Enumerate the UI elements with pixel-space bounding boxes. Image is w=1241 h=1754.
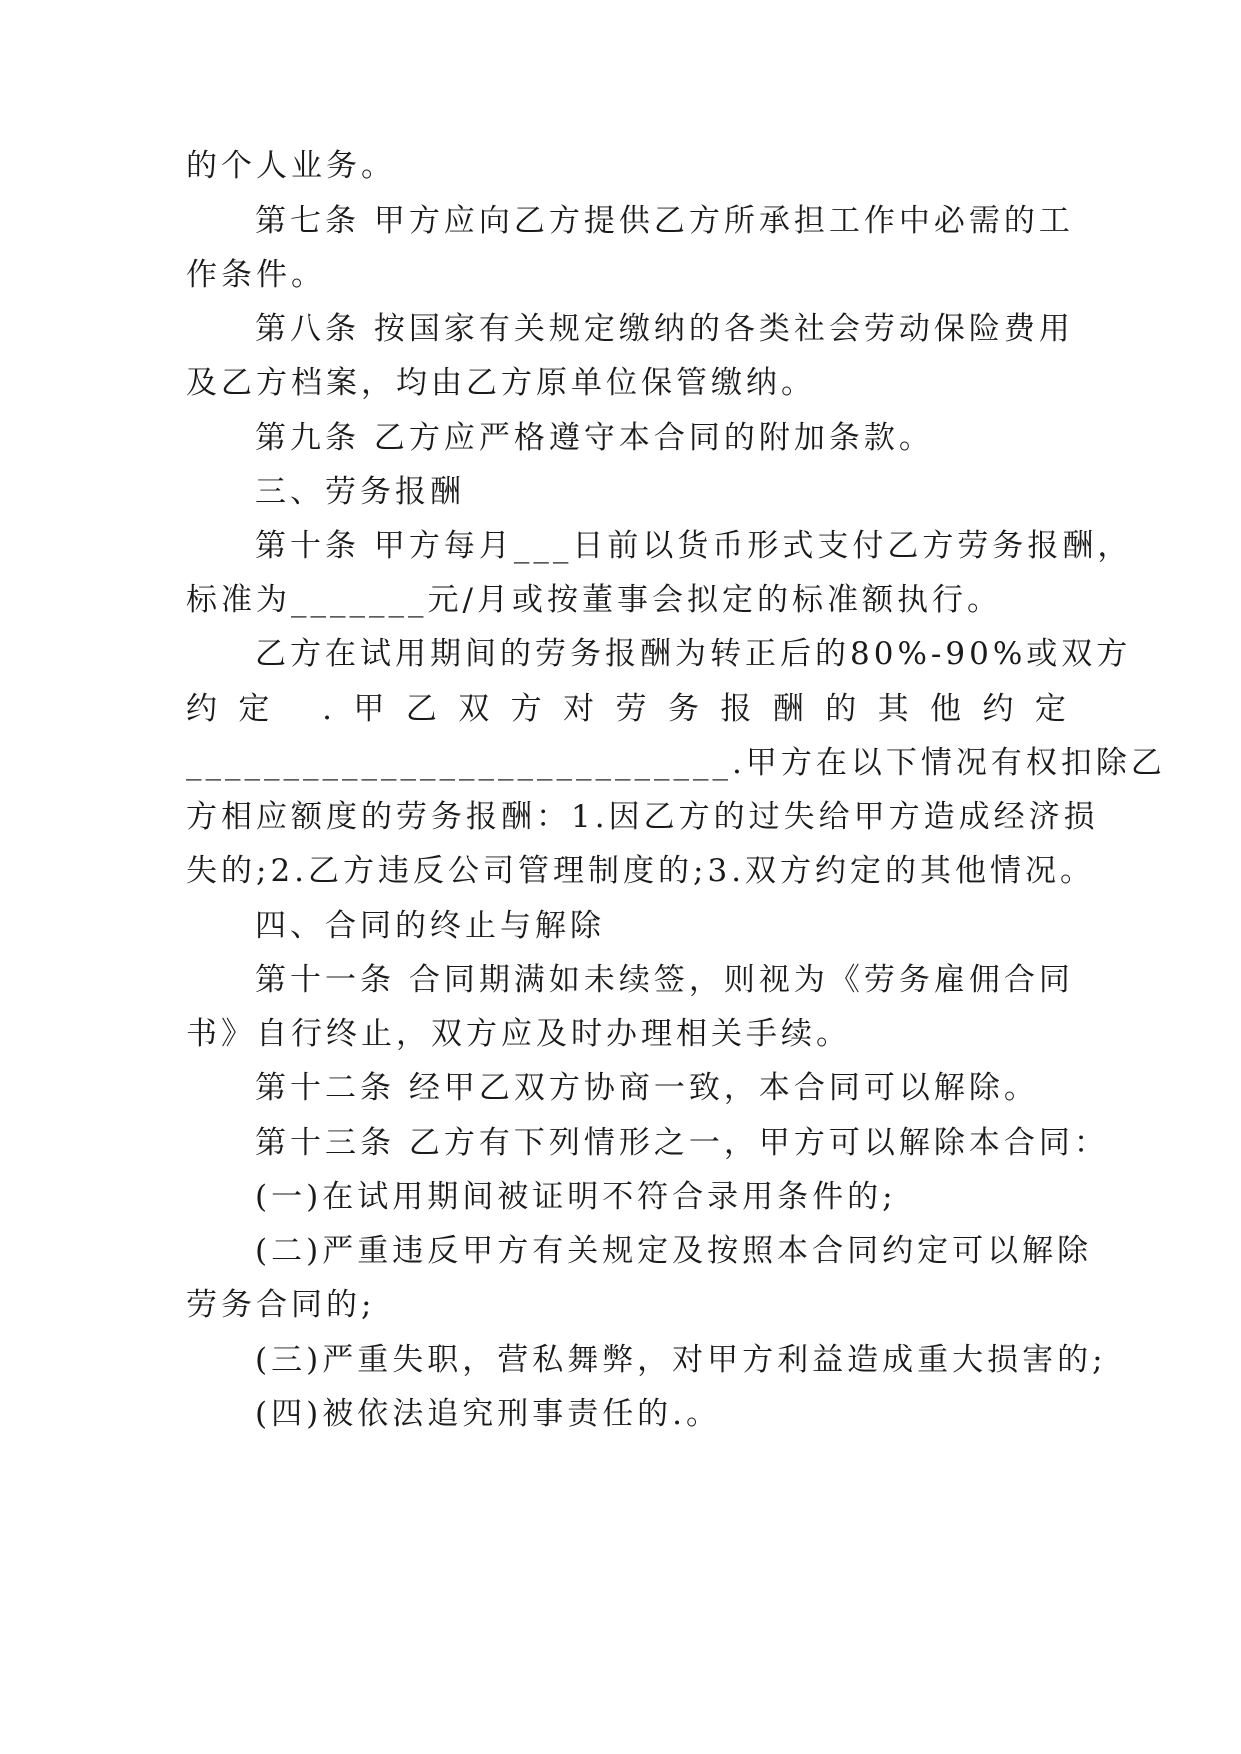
text-char: 对 — [563, 691, 595, 727]
text-char: 的 — [825, 691, 857, 727]
text-char: . — [322, 691, 332, 727]
text-char: 约 — [186, 691, 217, 727]
text-char: 甲 — [353, 691, 385, 727]
text-char: 报 — [720, 691, 752, 727]
text-char: 方 — [510, 691, 542, 727]
text-char: 劳 — [615, 691, 647, 727]
list-item: (二)严重违反甲方有关规定及按照本合同约定可以解除 — [255, 1233, 1093, 1269]
article-11-line: 第十一条 合同期满如未续签，则视为《劳务雇佣合同 — [255, 962, 1074, 998]
text-line: 标准为_______元/月或按董事会拟定的标准额执行。 — [186, 582, 1002, 618]
text-line: 失的;2.乙方违反公司管理制度的;3.双方约定的其他情况。 — [186, 853, 1096, 889]
list-item: (一)在试用期间被证明不符合录用条件的; — [255, 1179, 897, 1215]
article-8-line: 第八条 按国家有关规定缴纳的各类社会劳动保险费用 — [255, 311, 1074, 347]
article-9-line: 第九条 乙方应严格遵守本合同的附加条款。 — [255, 420, 934, 456]
list-item: (四)被依法追究刑事责任的.。 — [255, 1396, 722, 1432]
section-heading: 三、劳务报酬 — [255, 474, 465, 510]
text-char: 酬 — [772, 691, 804, 727]
article-7-line: 第七条 甲方应向乙方提供乙方所承担工作中必需的工 — [255, 203, 1074, 239]
text-char: 务 — [667, 691, 699, 727]
text-line: ____________________________.甲方在以下情况有权扣除乙 — [186, 745, 1166, 781]
text-line: 劳务合同的; — [186, 1287, 376, 1323]
article-13-line: 第十三条 乙方有下列情形之一，甲方可以解除本合同： — [255, 1125, 1109, 1161]
article-10-line: 第十条 甲方每月___日前以货币形式支付乙方劳务报酬， — [255, 528, 1133, 564]
text-char: 约 — [982, 691, 1014, 727]
text-line: 乙方在试用期间的劳务报酬为转正后的80%-90%或双方 — [255, 636, 1132, 672]
text-line: 作条件。 — [186, 257, 326, 293]
justified-text-line — [186, 689, 1066, 729]
text-char: 双 — [458, 691, 490, 727]
article-12-line: 第十二条 经甲乙双方协商一致，本合同可以解除。 — [255, 1070, 1039, 1106]
text-line: 书》自行终止，双方应及时办理相关手续。 — [186, 1016, 851, 1052]
text-char: 定 — [238, 691, 270, 727]
text-line: 方相应额度的劳务报酬：1.因乙方的过失给甲方造成经济损 — [186, 799, 1099, 835]
text-char — [291, 689, 301, 729]
text-char: 他 — [930, 691, 962, 727]
list-item: (三)严重失职，营私舞弊，对甲方利益造成重大损害的; — [255, 1342, 1107, 1378]
text-char: 乙 — [405, 691, 437, 727]
text-char: 定 — [1034, 691, 1066, 727]
text-char: 其 — [877, 691, 909, 727]
section-heading: 四、合同的终止与解除 — [255, 908, 605, 944]
text-line: 及乙方档案，均由乙方原单位保管缴纳。 — [186, 365, 816, 401]
text-line: 的个人业务。 — [186, 148, 396, 184]
